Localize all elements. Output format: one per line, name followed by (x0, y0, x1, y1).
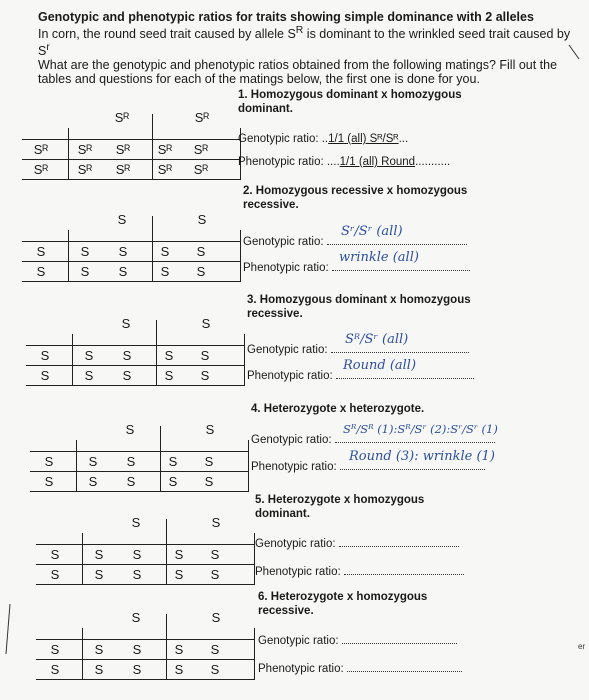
grid-line (36, 639, 254, 640)
grid-line (160, 426, 161, 492)
row-gamete: S (36, 244, 46, 259)
instructions-header (38, 10, 578, 86)
offspring-allele: S (160, 244, 170, 259)
row-gamete: Sᴿ (33, 142, 49, 157)
genotypic-ratio-row: Genotypic ratio: (247, 344, 469, 356)
offspring-allele: Sᴿ (77, 142, 93, 157)
row-gamete: S (50, 547, 60, 562)
genotypic-ratio-blank[interactable] (327, 244, 467, 245)
column-gamete: S (131, 515, 141, 530)
offspring-allele: Sᴿ (157, 162, 173, 177)
genotypic-ratio-blank[interactable] (339, 546, 459, 547)
question-title: 1. Homozygous dominant x homozygous dominant. (238, 89, 462, 115)
grid-line (26, 345, 244, 346)
genotypic-ratio-row: Genotypic ratio: (243, 236, 467, 248)
offspring-allele: S (132, 642, 142, 657)
offspring-allele: S (164, 348, 174, 363)
grid-line (72, 334, 73, 386)
offspring-allele: S (94, 547, 104, 562)
handwritten-genotypic-answer: Sᴿ/Sʳ (all) (345, 332, 409, 347)
phenotypic-ratio-answer: 1/1 (all) Round (339, 156, 416, 168)
offspring-allele: Sᴿ (77, 162, 93, 177)
question-3 (247, 293, 471, 382)
question-4 (251, 402, 498, 473)
offspring-allele: S (132, 547, 142, 562)
row-gamete: S (44, 454, 54, 469)
phenotypic-ratio-row: Phenotypic ratio: (247, 370, 474, 382)
row-gamete: S (36, 264, 46, 279)
offspring-allele: S (210, 567, 220, 582)
column-gamete: S (197, 212, 207, 227)
offspring-allele: S (204, 474, 214, 489)
offspring-allele: S (200, 368, 210, 383)
offspring-allele: S (204, 454, 214, 469)
instructions-line-4: tables and questions for each of the matings below, the first one is done for you. (38, 72, 480, 87)
grid-line (248, 440, 249, 492)
grid-line (30, 471, 248, 472)
offspring-allele: S (164, 368, 174, 383)
genotypic-ratio-row: Genotypic ratio: ..1/1 (all) Sᴿ/Sᴿ... (238, 133, 409, 145)
offspring-allele: S (168, 454, 178, 469)
grid-line (240, 230, 241, 282)
grid-line (30, 491, 248, 492)
column-gamete: Sᴿ (114, 110, 130, 125)
question-title: 5. Heterozygote x homozygous dominant. (255, 494, 425, 520)
grid-line (36, 679, 254, 680)
question-2 (243, 184, 468, 274)
grid-line (254, 628, 255, 680)
offspring-allele: S (132, 567, 142, 582)
offspring-allele: S (210, 642, 220, 657)
column-gamete: S (205, 422, 215, 437)
handwritten-genotypic-answer: Sʳ/Sʳ (all) (341, 224, 403, 239)
offspring-allele: S (132, 662, 142, 677)
offspring-allele: Sᴿ (157, 142, 173, 157)
phenotypic-ratio-blank[interactable] (332, 270, 470, 271)
grid-line (82, 533, 83, 585)
column-gamete: S (117, 212, 127, 227)
offspring-allele: S (168, 474, 178, 489)
grid-line (36, 544, 254, 545)
grid-line (36, 564, 254, 565)
grid-line (22, 261, 240, 262)
grid-line (22, 179, 240, 180)
row-gamete: S (50, 662, 60, 677)
phenotypic-ratio-row: Phenotypic ratio: ....1/1 (all) Round........... (238, 156, 451, 168)
grid-line (82, 628, 83, 680)
offspring-allele: S (174, 642, 184, 657)
offspring-allele: S (174, 567, 184, 582)
offspring-allele: S (88, 474, 98, 489)
offspring-allele: S (94, 567, 104, 582)
grid-line (22, 281, 240, 282)
row-gamete: S (50, 642, 60, 657)
grid-line (22, 241, 240, 242)
offspring-allele: Sᴿ (115, 162, 131, 177)
row-gamete: S (50, 567, 60, 582)
genotypic-ratio-blank[interactable] (331, 352, 469, 353)
handwritten-genotypic-answer: Sᴿ/Sᴿ (1):Sᴿ/Sʳ (2):Sʳ/Sʳ (1) (343, 422, 498, 436)
offspring-allele: S (126, 474, 136, 489)
edge-text: er (578, 642, 586, 651)
genotypic-ratio-blank[interactable] (335, 442, 495, 443)
offspring-allele: S (84, 348, 94, 363)
grid-line (76, 440, 77, 492)
offspring-allele: S (80, 264, 90, 279)
offspring-allele: S (94, 662, 104, 677)
instructions-line-3: What are the genotypic and phenotypic ratios obtained from the following matings? Fill out the (38, 58, 558, 73)
question-5 (255, 493, 425, 578)
question-title: 6. Heterozygote x homozygous recessive. (258, 591, 428, 617)
offspring-allele: S (196, 264, 206, 279)
grid-line (22, 159, 240, 160)
handwritten-phenotypic-answer: Round (all) (343, 358, 417, 373)
column-gamete: S (125, 422, 135, 437)
offspring-allele: S (118, 264, 128, 279)
genotypic-ratio-row: Genotypic ratio: (258, 635, 457, 647)
phenotypic-ratio-row: Phenotypic ratio: (258, 663, 462, 675)
grid-line (36, 659, 254, 660)
page-title: Genotypic and phenotypic ratios for traits showing simple dominance with 2 alleles (38, 10, 534, 24)
grid-line (22, 139, 240, 140)
offspring-allele: S (122, 368, 132, 383)
offspring-allele: S (174, 662, 184, 677)
offspring-allele: S (210, 662, 220, 677)
grid-line (152, 114, 153, 180)
offspring-allele: S (88, 454, 98, 469)
row-gamete: Sᴿ (33, 162, 49, 177)
offspring-allele: Sᴿ (115, 142, 131, 157)
grid-line (244, 334, 245, 386)
offspring-allele: S (80, 244, 90, 259)
column-gamete: S (211, 610, 221, 625)
question-1 (238, 88, 462, 168)
row-gamete: S (44, 474, 54, 489)
phenotypic-ratio-row: Phenotypic ratio: (243, 262, 470, 274)
offspring-allele: S (196, 244, 206, 259)
grid-line (26, 365, 244, 366)
column-gamete: S (121, 316, 131, 331)
question-title: 3. Homozygous dominant x homozygous recessive. (247, 294, 471, 320)
question-title: 4. Heterozygote x heterozygote. (251, 403, 425, 415)
genotypic-ratio-blank[interactable] (342, 643, 457, 644)
phenotypic-ratio-blank[interactable] (344, 574, 464, 575)
offspring-allele: S (174, 547, 184, 562)
grid-line (30, 451, 248, 452)
pen-mark (568, 44, 580, 60)
offspring-allele: S (118, 244, 128, 259)
offspring-allele: S (200, 348, 210, 363)
grid-line (68, 128, 69, 180)
phenotypic-ratio-blank[interactable] (347, 671, 462, 672)
handwritten-phenotypic-answer: Round (3): wrinkle (1) (349, 449, 495, 464)
column-gamete: S (201, 316, 211, 331)
phenotypic-ratio-row: Phenotypic ratio: (251, 461, 485, 473)
instructions-line-2: In corn, the round seed trait caused by allele $S^R$ is dominant to the wrinkled seed trait caused by $S^r$ (38, 25, 571, 59)
grid-line (36, 584, 254, 585)
grid-line (68, 230, 69, 282)
genotypic-ratio-row: Genotypic ratio: (255, 538, 459, 550)
grid-line (152, 216, 153, 282)
handwritten-phenotypic-answer: wrinkle (all) (339, 250, 419, 265)
offspring-allele: S (210, 547, 220, 562)
genotypic-ratio-row: Genotypic ratio: (251, 434, 495, 446)
row-gamete: S (40, 368, 50, 383)
row-gamete: S (40, 348, 50, 363)
phenotypic-ratio-blank[interactable] (336, 378, 474, 379)
grid-line (166, 614, 167, 680)
offspring-allele: Sᴿ (193, 162, 209, 177)
offspring-allele: S (122, 348, 132, 363)
phenotypic-ratio-row: Phenotypic ratio: (255, 566, 464, 578)
grid-line (26, 385, 244, 386)
offspring-allele: Sᴿ (193, 142, 209, 157)
offspring-allele: S (84, 368, 94, 383)
phenotypic-ratio-blank[interactable] (340, 469, 485, 470)
pen-mark-left (4, 604, 12, 654)
genotypic-ratio-answer: 1/1 (all) Sᴿ/Sᴿ (328, 133, 399, 145)
column-gamete: Sᴿ (194, 110, 210, 125)
offspring-allele: S (126, 454, 136, 469)
offspring-allele: S (94, 642, 104, 657)
offspring-allele: S (160, 264, 170, 279)
column-gamete: S (211, 515, 221, 530)
question-6 (258, 590, 428, 675)
grid-line (166, 519, 167, 585)
column-gamete: S (131, 610, 141, 625)
question-title: 2. Homozygous recessive x homozygous recessive. (243, 185, 468, 211)
grid-line (156, 320, 157, 386)
